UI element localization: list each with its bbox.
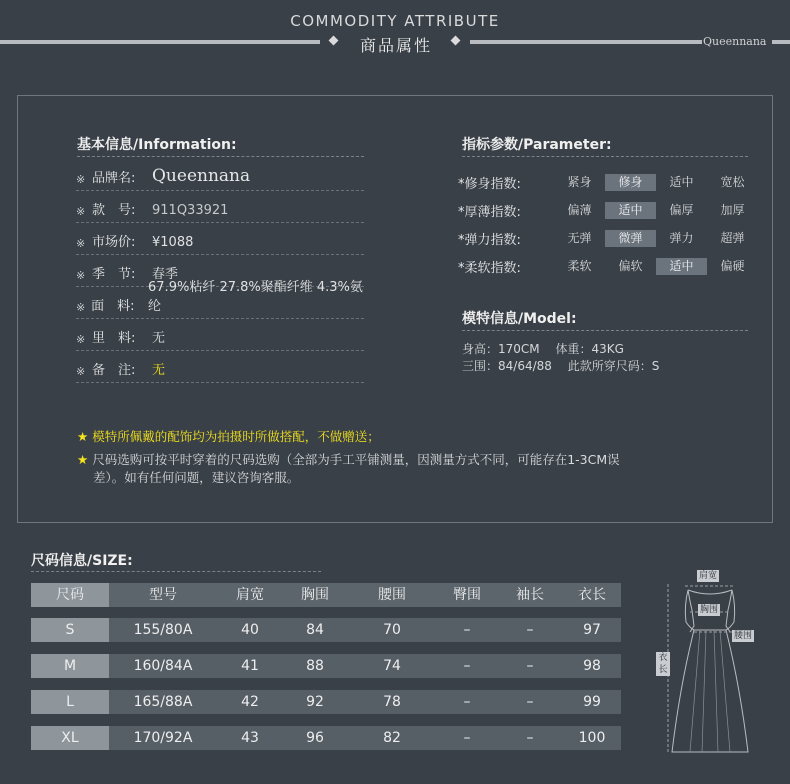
header-brand: Queennana xyxy=(703,35,767,48)
note-sizing-text: 尺码选购可按平时穿着的尺码选购（全部为手工平铺测量，因测量方式不同，可能存在1-3CM误 xyxy=(92,452,620,467)
reference-mark-icon: ※ xyxy=(76,269,86,282)
table-cell: S xyxy=(31,618,109,642)
header-divider-left xyxy=(0,40,320,44)
param-option: 偏硬 xyxy=(720,258,745,273)
info-label: 市场价: xyxy=(92,235,136,250)
table-cell: – xyxy=(463,730,471,746)
info-row-brand xyxy=(76,167,364,191)
note-accessories-text: 模特所佩戴的配饰均为拍摄时所做搭配，不做赠送； xyxy=(92,429,380,444)
star-icon: ★ xyxy=(77,452,89,467)
col-header: 衣长 xyxy=(578,587,606,603)
table-cell: 99 xyxy=(583,694,601,710)
table-cell: 92 xyxy=(306,694,324,710)
table-cell: 100 xyxy=(578,730,606,746)
info-value-style-no: 911Q33921 xyxy=(152,203,229,218)
info-label: 款 号: xyxy=(92,203,136,218)
info-row-fabric xyxy=(76,280,364,319)
param-option-selected: 适中 xyxy=(605,202,656,219)
table-cell: – xyxy=(526,658,534,674)
table-cell: 84 xyxy=(306,622,324,638)
star-icon: ★ xyxy=(77,429,89,444)
param-row-elasticity xyxy=(458,228,758,248)
param-option: 紧身 xyxy=(567,174,592,189)
col-header: 袖长 xyxy=(516,587,544,603)
info-row-price xyxy=(76,231,364,255)
table-cell: 160/84A xyxy=(133,658,193,674)
table-cell: – xyxy=(526,694,534,710)
table-cell: M xyxy=(31,654,109,678)
table-cell: XL xyxy=(31,726,109,750)
param-row-softness xyxy=(458,256,758,276)
param-option-selected: 修身 xyxy=(605,174,656,191)
table-cell: 70 xyxy=(383,622,401,638)
info-row-style-no xyxy=(76,199,364,223)
diamond-icon xyxy=(451,36,461,46)
model-measurements: 三围：84/64/88 此款所穿尺码：S xyxy=(462,359,660,373)
table-cell: 41 xyxy=(241,658,259,674)
info-section-title: 基本信息/Information: xyxy=(77,137,237,153)
param-option: 超弹 xyxy=(720,230,745,245)
info-value-remark: 无 xyxy=(152,363,166,378)
info-label: 季 节: xyxy=(92,267,136,282)
info-label: 里 料: xyxy=(92,331,136,346)
info-label: 品牌名: xyxy=(92,171,136,186)
reference-mark-icon: ※ xyxy=(76,333,86,346)
header-title-cn: 商品属性 xyxy=(359,36,432,55)
table-cell: – xyxy=(463,658,471,674)
table-cell: 74 xyxy=(383,658,401,674)
param-option-selected: 适中 xyxy=(656,258,707,275)
table-cell: – xyxy=(463,694,471,710)
table-cell: 40 xyxy=(241,622,259,638)
param-option-selected: 微弹 xyxy=(605,230,656,247)
col-header: 胸围 xyxy=(301,587,329,603)
reference-mark-icon: ※ xyxy=(76,301,86,314)
param-option: 偏薄 xyxy=(567,202,592,217)
info-row-remark xyxy=(76,359,364,383)
params-title-underline xyxy=(462,156,748,157)
reference-mark-icon: ※ xyxy=(76,205,86,218)
table-cell: – xyxy=(526,730,534,746)
param-label: *修身指数: xyxy=(458,176,521,192)
table-cell: L xyxy=(31,690,109,714)
size-title-underline xyxy=(31,571,321,572)
table-row xyxy=(31,654,621,678)
table-cell: 98 xyxy=(583,658,601,674)
model-height-weight: 身高：170CM 体重：43KG xyxy=(462,342,624,356)
model-title-underline xyxy=(462,330,748,331)
param-option: 适中 xyxy=(669,174,694,189)
diagram-label-length-1: 衣 xyxy=(656,652,670,664)
param-option: 加厚 xyxy=(720,202,745,217)
param-option: 宽松 xyxy=(720,174,745,189)
table-cell: 88 xyxy=(306,658,324,674)
col-header: 臀围 xyxy=(453,587,481,603)
note-sizing-cont: 差）。如有任何问题，建议咨询客服。 xyxy=(93,470,300,485)
table-cell: 97 xyxy=(583,622,601,638)
param-label: *柔软指数: xyxy=(458,260,521,276)
col-header: 腰围 xyxy=(378,587,406,603)
reference-mark-icon: ※ xyxy=(76,173,86,186)
size-table-header xyxy=(31,583,621,607)
info-value-brand: Queennana xyxy=(152,166,251,186)
col-header: 型号 xyxy=(149,587,177,603)
table-cell: 78 xyxy=(383,694,401,710)
size-section-title: 尺码信息/SIZE: xyxy=(31,553,133,569)
diagram-label-chest: 胸围 xyxy=(700,605,719,615)
col-header: 尺码 xyxy=(31,583,109,607)
diamond-icon xyxy=(329,36,339,46)
reference-mark-icon: ※ xyxy=(76,365,86,378)
info-title-underline xyxy=(77,156,364,157)
info-value-price: ¥1088 xyxy=(152,235,194,250)
col-header: 肩宽 xyxy=(236,587,264,603)
header-divider-end xyxy=(772,40,790,44)
header-title-en: COMMODITY ATTRIBUTE xyxy=(290,12,500,30)
info-value-season: 春季 xyxy=(152,267,179,282)
params-section-title: 指标参数/Parameter: xyxy=(462,137,612,153)
info-label: 备 注: xyxy=(92,363,136,378)
table-cell: 170/92A xyxy=(133,730,193,746)
param-option: 弹力 xyxy=(669,230,694,245)
param-label: *弹力指数: xyxy=(458,232,521,248)
param-row-fit xyxy=(458,172,758,192)
table-cell: 82 xyxy=(383,730,401,746)
table-cell: 43 xyxy=(241,730,259,746)
info-label: 面 料: xyxy=(91,299,135,314)
table-cell: 165/88A xyxy=(133,694,193,710)
diagram-label-length-2: 长 xyxy=(656,664,670,676)
diagram-label-shoulder: 肩宽 xyxy=(699,571,718,581)
table-row xyxy=(31,690,621,714)
info-value-lining: 无 xyxy=(152,331,166,346)
param-row-thickness xyxy=(458,200,758,220)
table-cell: 42 xyxy=(241,694,259,710)
table-row xyxy=(31,726,621,750)
note-accessories xyxy=(77,428,380,446)
header-divider-right xyxy=(470,40,702,44)
param-option: 柔软 xyxy=(567,258,592,273)
param-option: 偏软 xyxy=(618,258,643,273)
note-sizing xyxy=(77,451,620,469)
table-row xyxy=(31,618,621,642)
table-cell: 155/80A xyxy=(133,622,193,638)
table-cell: – xyxy=(463,622,471,638)
param-option: 偏厚 xyxy=(669,202,694,217)
model-section-title: 模特信息/Model: xyxy=(462,311,577,327)
info-value-fabric: 67.9%粘纤 27.8%聚酯纤维 4.3%氨纶 xyxy=(148,280,363,314)
diagram-label-waist: 腰围 xyxy=(734,631,753,641)
param-option: 无弹 xyxy=(567,230,592,245)
table-cell: 96 xyxy=(306,730,324,746)
table-cell: – xyxy=(526,622,534,638)
reference-mark-icon: ※ xyxy=(76,237,86,250)
param-label: *厚薄指数: xyxy=(458,204,521,220)
info-row-lining xyxy=(76,327,364,351)
dress-measurement-diagram xyxy=(650,566,770,766)
